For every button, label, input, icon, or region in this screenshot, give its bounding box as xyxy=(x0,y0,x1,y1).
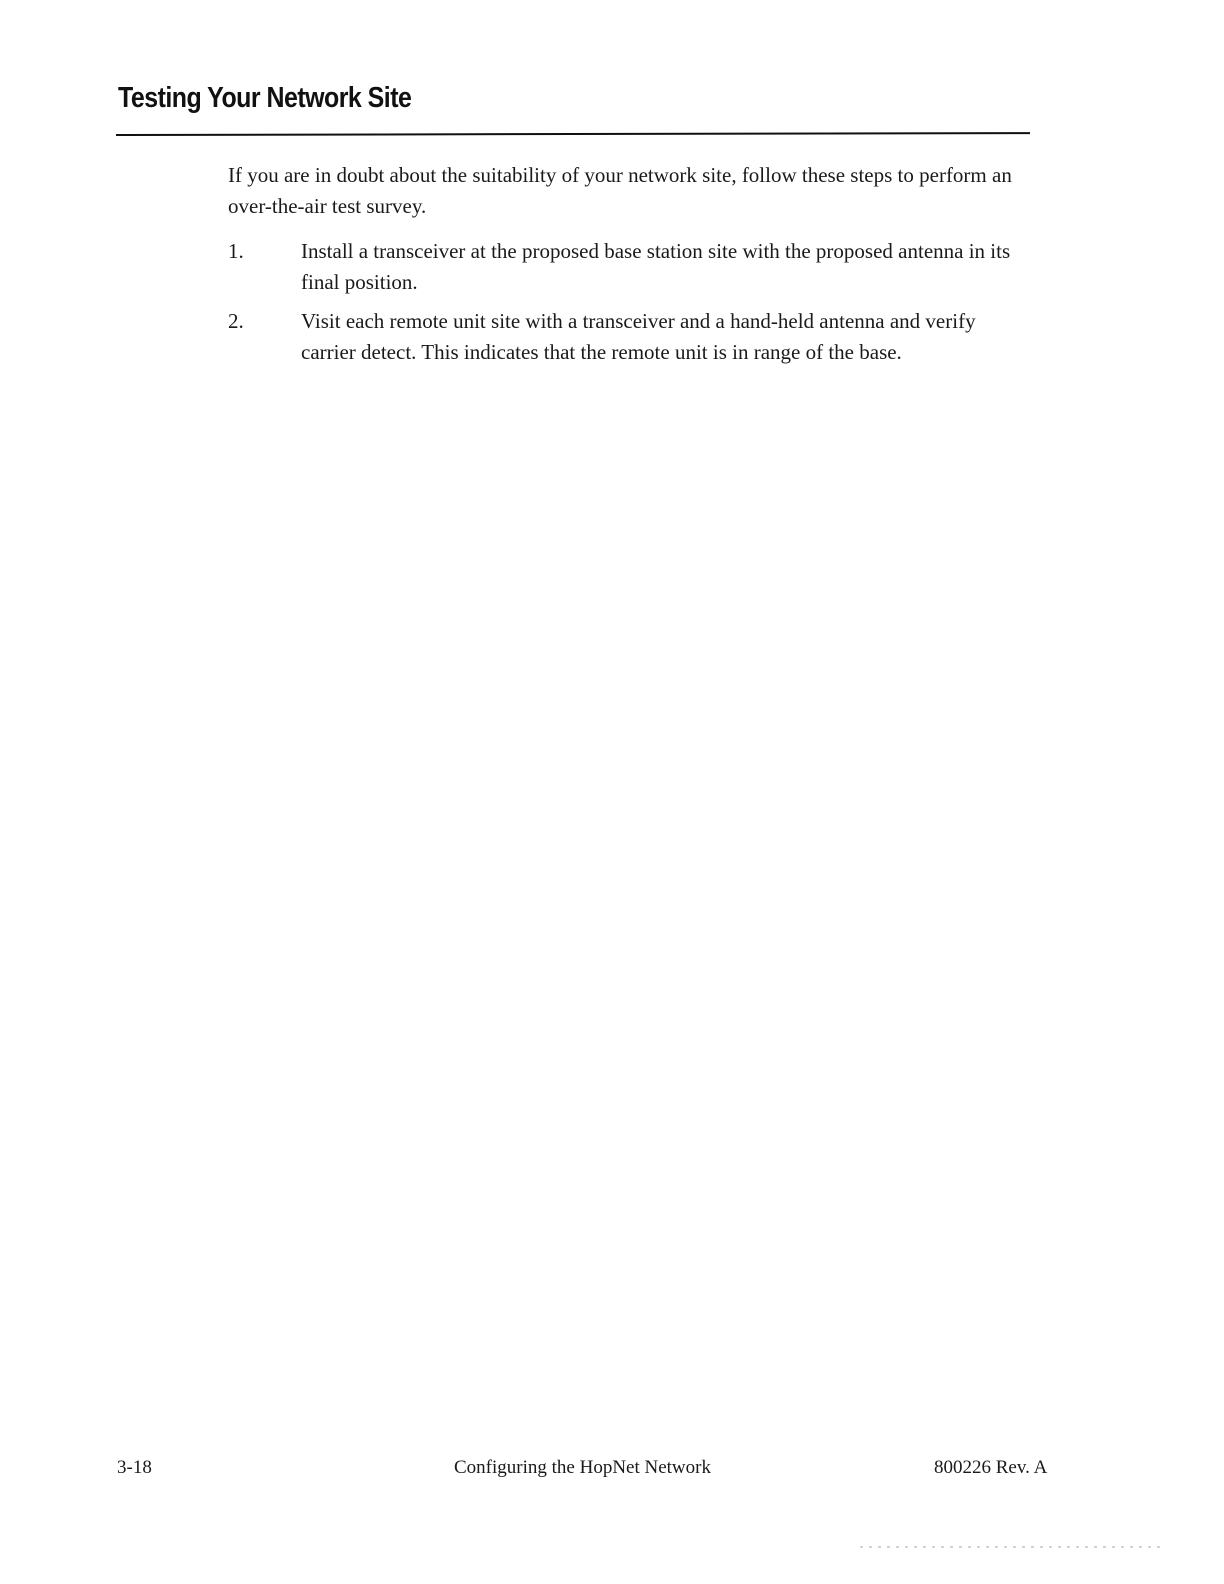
heading-rule xyxy=(116,132,1030,136)
step-number: 1. xyxy=(228,239,244,263)
footer-doc-revision: 800226 Rev. A xyxy=(934,1457,1048,1478)
section-heading: Testing Your Network Site xyxy=(118,82,412,114)
step-item xyxy=(228,306,1028,368)
footer-chapter-title: Configuring the HopNet Network xyxy=(454,1457,711,1478)
footer-page-number: 3-18 xyxy=(117,1457,152,1478)
step-text: Visit each remote unit site with a transceiver and a hand-held antenna and verify carrier detect. This indicates that the remote unit is in range of the base. xyxy=(301,309,976,364)
step-item xyxy=(228,236,1028,298)
intro-paragraph: If you are in doubt about the suitability of your network site, follow these steps to perform an over-the-air test survey. xyxy=(228,163,1012,218)
step-number: 2. xyxy=(228,309,244,333)
steps-list xyxy=(228,236,1028,368)
scan-artifact xyxy=(860,1546,1160,1548)
section-body xyxy=(228,160,1028,376)
step-text: Install a transceiver at the proposed base station site with the proposed antenna in its final position. xyxy=(301,239,1011,294)
